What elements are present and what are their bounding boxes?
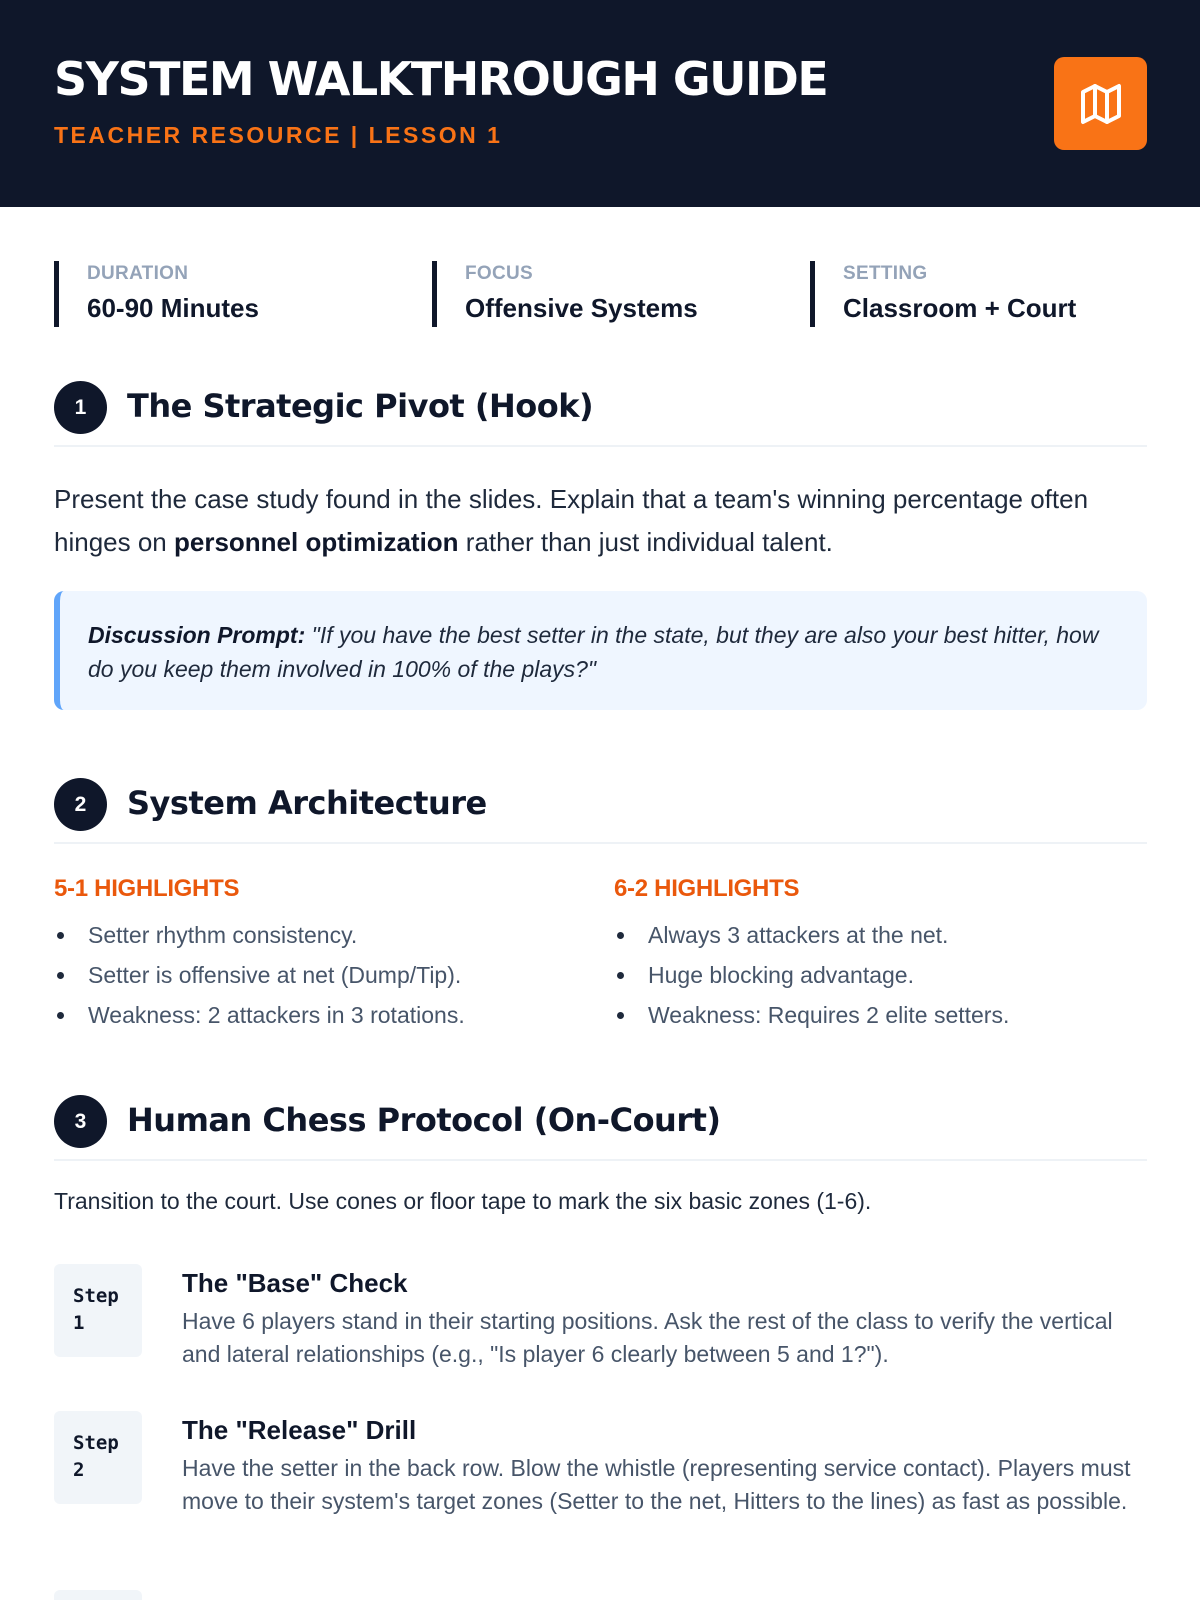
section-number: 3 [54,1095,107,1148]
list-item: Setter rhythm consistency. [54,915,584,955]
step-badge-number: 2 [73,1459,85,1481]
highlight-list [54,915,584,1035]
section-title: System Architecture [127,784,487,822]
meta-value: Offensive Systems [465,293,698,323]
paragraph-text: Present the case study found in the slides. Explain that a team's winning percentage often hinges on [54,484,1089,557]
section-3-header [54,1095,1147,1161]
highlights-5-1 [54,875,584,1035]
step-badge [54,1264,142,1357]
paragraph-text: rather than just individual talent. [458,527,833,557]
discussion-prompt [54,591,1147,710]
step-badge-number: 1 [73,1312,85,1334]
prompt-text: "If you have the best setter in the state, but they are also your best hitter, how do you keep them involved in 100% of the plays?" [88,622,1099,682]
section-2-header [54,778,1147,844]
list-item: Huge blocking advantage. [614,955,1144,995]
list-item: Weakness: 2 attackers in 3 rotations. [54,995,584,1035]
section-number: 1 [54,381,107,434]
step-badge-word: Step [73,1432,119,1454]
step-badge-partial [54,1590,142,1600]
page-subtitle: TEACHER RESOURCE | LESSON 1 [54,122,503,148]
column-title: 6-2 HIGHLIGHTS [614,875,800,902]
step-description: Have 6 players stand in their starting positions. Ask the rest of the class to verify the vertical and lateral relationships (e.g., "Is player 6 clearly between 5 and 1?"). [182,1308,1113,1367]
highlights-6-2 [614,875,1144,1035]
prompt-label: Discussion Prompt: [88,622,306,648]
meta-duration [54,261,259,327]
section-1-header [54,381,1147,447]
list-item: Always 3 attackers at the net. [614,915,1144,955]
step-badge [54,1411,142,1504]
page-title: SYSTEM WALKTHROUGH GUIDE [54,52,828,106]
step-badge-word: Step [73,1285,119,1307]
section-1-paragraph [54,478,1147,564]
step-description: Have the setter in the back row. Blow the whistle (representing service contact). Players must move to their system's target zones (Setter to the net, Hitters to the lines) as fast as possible. [182,1455,1131,1514]
column-title: 5-1 HIGHLIGHTS [54,875,240,902]
meta-value: Classroom + Court [843,293,1077,323]
section-3-intro: Transition to the court. Use cones or floor tape to mark the six basic zones (1-6). [54,1188,872,1214]
meta-value: 60-90 Minutes [87,293,259,323]
meta-focus [432,261,698,327]
list-item: Setter is offensive at net (Dump/Tip). [54,955,584,995]
step-title: The "Base" Check [182,1268,408,1298]
meta-label: SETTING [843,263,928,284]
meta-label: DURATION [87,263,189,284]
paragraph-emphasis: personnel optimization [173,527,459,557]
meta-label: FOCUS [465,263,533,284]
page-header [0,0,1200,207]
section-title: The Strategic Pivot (Hook) [127,387,594,425]
highlight-list [614,915,1144,1035]
list-item: Weakness: Requires 2 elite setters. [614,995,1144,1035]
meta-setting [810,261,1076,327]
section-number: 2 [54,778,107,831]
header-badge [1054,57,1147,150]
step-title: The "Release" Drill [182,1415,417,1445]
section-title: Human Chess Protocol (On-Court) [127,1101,721,1139]
map-icon [1077,80,1125,128]
